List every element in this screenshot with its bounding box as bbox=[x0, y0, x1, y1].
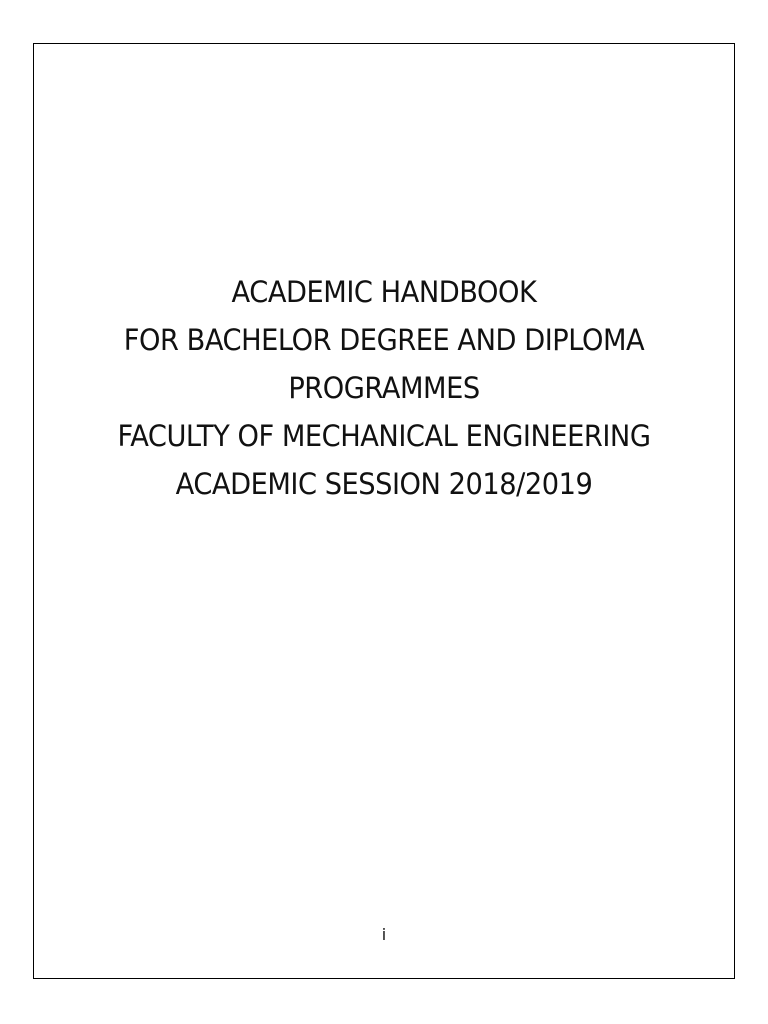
title-line-session: ACADEMIC SESSION 2018/2019 bbox=[175, 467, 593, 501]
page-number: i bbox=[381, 925, 387, 944]
title-line-handbook: ACADEMIC HANDBOOK bbox=[231, 275, 537, 309]
title-line-degree: FOR BACHELOR DEGREE AND DIPLOMA bbox=[123, 323, 645, 357]
cover-title bbox=[33, 268, 735, 508]
title-line-programmes: PROGRAMMES bbox=[288, 371, 480, 405]
title-line-faculty: FACULTY OF MECHANICAL ENGINEERING bbox=[117, 419, 651, 453]
page-border bbox=[33, 43, 735, 979]
